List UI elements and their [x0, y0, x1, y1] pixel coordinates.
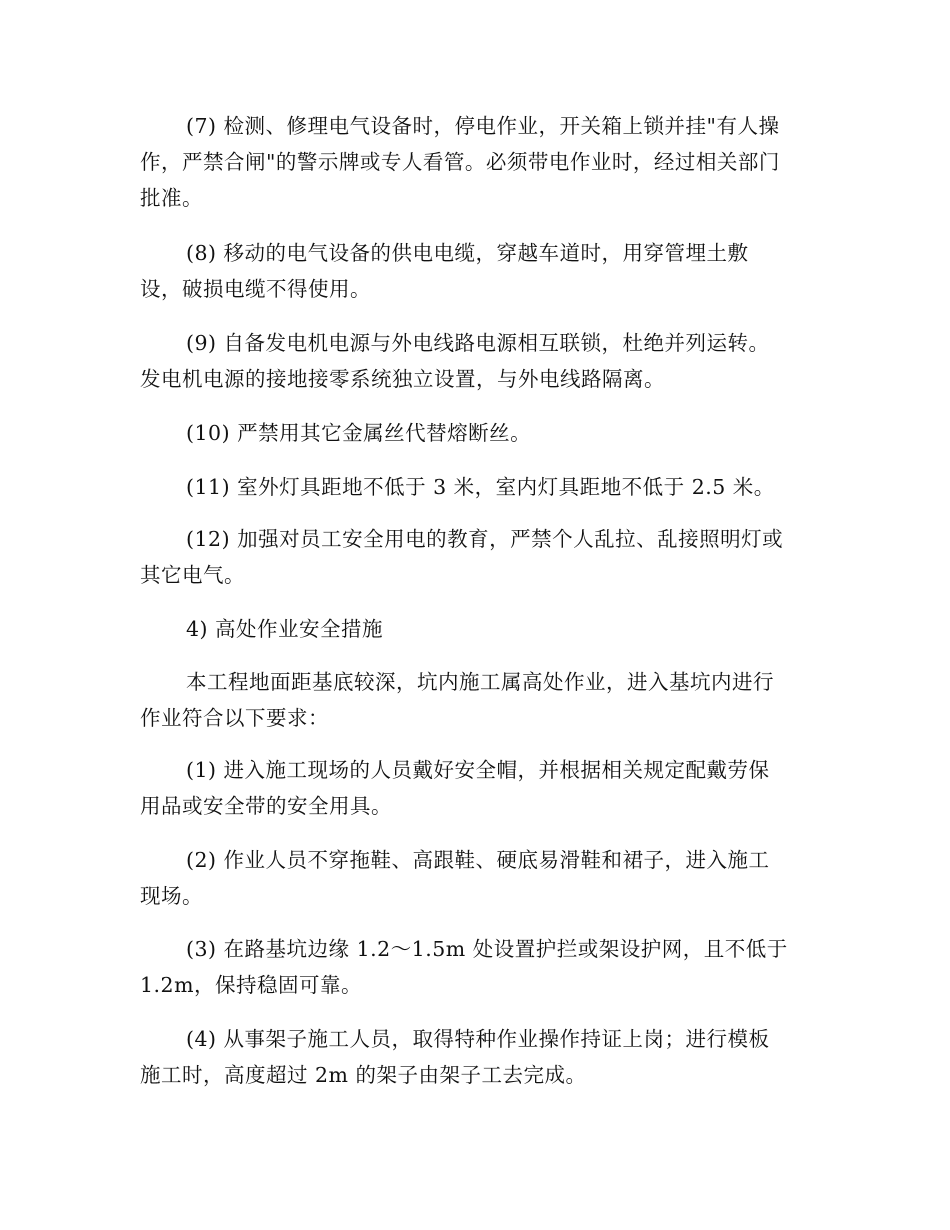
paragraph-item-3	[140, 931, 810, 1003]
paragraph-line: (2) 作业人员不穿拖鞋、高跟鞋、硬底易滑鞋和裙子，进入施工	[186, 848, 770, 872]
paragraph-line: 作业符合以下要求：	[140, 706, 329, 730]
section-heading	[140, 611, 810, 647]
paragraph-item-9	[140, 325, 810, 397]
paragraph-item-7	[140, 108, 810, 216]
paragraph-line: (10) 严禁用其它金属丝代替熔断丝。	[186, 421, 532, 445]
paragraph-line: (9) 自备发电机电源与外电线路电源相互联锁，杜绝并列运转。	[186, 331, 770, 355]
paragraph-line: (12) 加强对员工安全用电的教育，严禁个人乱拉、乱接照明灯或	[186, 527, 784, 551]
paragraph-item-1	[140, 752, 810, 824]
paragraph-item-12	[140, 521, 810, 593]
paragraph-line: 本工程地面距基底较深，坑内施工属高处作业，进入基坑内进行	[186, 670, 774, 694]
paragraph-line: (3) 在路基坑边缘 1.2～1.5m 处设置护拦或架设护网，且不低于	[186, 937, 788, 961]
paragraph-line: 发电机电源的接地接零系统独立设置，与外电线路隔离。	[140, 367, 665, 391]
paragraph-intro	[140, 664, 810, 736]
paragraph-line: (4) 从事架子施工人员，取得特种作业操作持证上岗；进行模板	[186, 1027, 770, 1051]
paragraph-line: 设，破损电缆不得使用。	[140, 277, 371, 301]
paragraph-line: 现场。	[140, 884, 203, 908]
paragraph-item-2	[140, 842, 810, 914]
paragraph-line: (7) 检测、修理电气设备时，停电作业，开关箱上锁并挂"有人操	[186, 114, 780, 138]
paragraph-line: 其它电气。	[140, 563, 245, 587]
paragraph-line: 作，严禁合闸"的警示牌或专人看管。必须带电作业时，经过相关部门	[140, 150, 780, 174]
paragraph-line: (11) 室外灯具距地不低于 3 米，室内灯具距地不低于 2.5 米。	[186, 475, 775, 499]
paragraph-line: (1) 进入施工现场的人员戴好安全帽，并根据相关规定配戴劳保	[186, 758, 770, 782]
paragraph-line: 用品或安全带的安全用具。	[140, 794, 392, 818]
paragraph-item-8	[140, 235, 810, 307]
paragraph-item-11	[140, 469, 810, 505]
paragraph-item-4	[140, 1021, 810, 1093]
paragraph-line: (8) 移动的电气设备的供电电缆，穿越车道时，用穿管埋土敷	[186, 241, 749, 265]
paragraph-item-10	[140, 415, 810, 451]
paragraph-line: 施工时，高度超过 2m 的架子由架子工去完成。	[140, 1063, 587, 1087]
paragraph-line: 1.2m，保持稳固可靠。	[140, 973, 363, 997]
section-heading-line: 4) 高处作业安全措施	[186, 617, 384, 641]
paragraph-line: 批准。	[140, 186, 203, 210]
